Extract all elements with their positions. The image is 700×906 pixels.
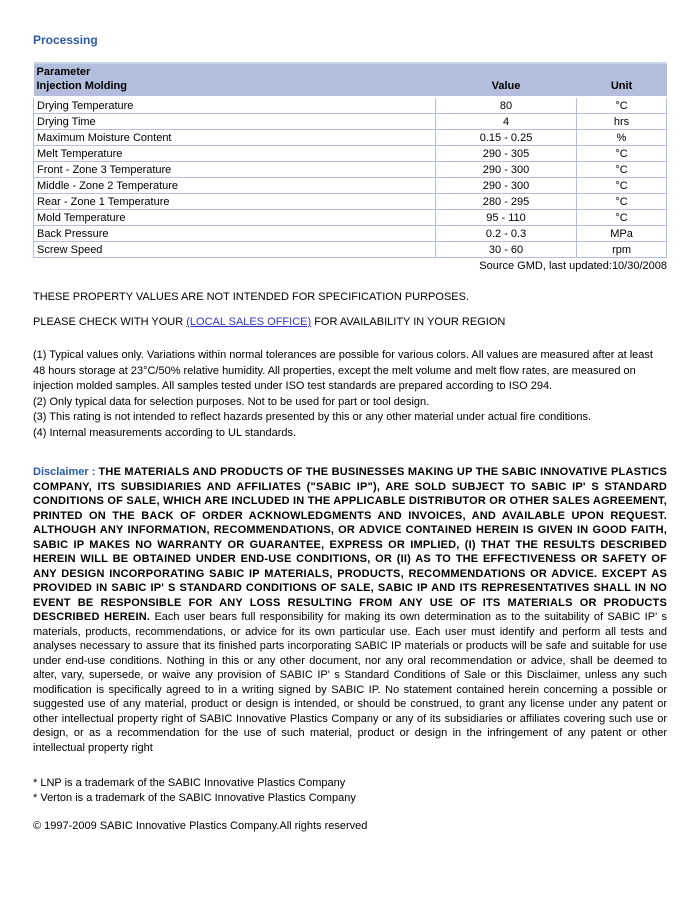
disclaimer-label: Disclaimer : — [33, 466, 96, 478]
trademark-lnp: * LNP is a trademark of the SABIC Innovative Plastics Company — [33, 777, 346, 789]
table-header — [34, 63, 667, 97]
unit-cell: MPa — [577, 226, 667, 242]
value-cell: 0.15 - 0.25 — [435, 130, 576, 146]
column-header-value: Value — [435, 78, 576, 97]
value-cell: 290 - 305 — [435, 146, 576, 162]
disclaimer-bold-text: THE MATERIALS AND PRODUCTS OF THE BUSINESSES MAKING UP THE SABIC INNOVATIVE PLASTICS COMPANY, ITS SUBSIDIARIES AND AFFILIATES ("SABIC IP"), ARE SOLD SUBJECT TO SABIC IP' S STANDARD CONDITIONS OF SALE, WHICH ARE INCLUDED IN THE APPLICABLE DISTRIBUTOR OR OTHER SALES AGREEMENT, PRINTED ON THE BACK OF ORDER ACKNOWLEDGMENTS AND INVOICES, AND AVAILABLE UPON REQUEST. ALTHOUGH ANY INFORMATION, RECOMMENDATIONS, OR ADVICE CONTAINED HEREIN IS GIVEN IN GOOD FAITH, SABIC IP MAKES NO WARRANTY OR GUARANTEE, EXPRESS OR IMPLIED, (I) THAT THE RESULTS DESCRIBED HEREIN WILL BE OBTAINED UNDER END-USE CONDITIONS, OR (II) AS TO THE EFFECTIVENESS OR SAFETY OF ANY DESIGN INCORPORATING SABIC IP MATERIALS, PRODUCTS, RECOMMENDATIONS OR ADVICE. EXCEPT AS PROVIDED IN SABIC IP' S STANDARD CONDITIONS OF SALE, SABIC IP AND ITS REPRESENTATIVES SHALL IN NO EVENT BE RESPONSIBLE FOR ANY LOSS RESULTING FROM ANY USE OF ITS MATERIALS OR PRODUCTS DESCRIBED HEREIN. — [33, 466, 667, 623]
page-title: Processing — [33, 33, 98, 47]
parameter-cell: Rear - Zone 1 Temperature — [34, 194, 436, 210]
table-row — [34, 178, 667, 194]
table-row — [34, 226, 667, 242]
column-header-unit: Unit — [577, 78, 667, 97]
copyright-notice: © 1997-2009 SABIC Innovative Plastics Company.All rights reserved — [33, 820, 368, 832]
unit-cell: °C — [577, 178, 667, 194]
parameter-cell: Front - Zone 3 Temperature — [34, 162, 436, 178]
processing-parameters-table — [33, 62, 667, 258]
local-sales-office-link[interactable]: (LOCAL SALES OFFICE) — [186, 316, 312, 328]
table-header-group-row — [34, 63, 667, 78]
unit-cell: hrs — [577, 114, 667, 130]
footnote-3: (3) This rating is not intended to reflect hazards presented by this or any other material under actual fire conditions. — [33, 411, 592, 423]
value-cell: 80 — [435, 97, 576, 114]
availability-prefix: PLEASE CHECK WITH YOUR — [33, 316, 184, 328]
unit-cell: °C — [577, 162, 667, 178]
value-cell: 30 - 60 — [435, 242, 576, 258]
value-cell: 4 — [435, 114, 576, 130]
disclaimer-body-text: Each user bears full responsibility for making its own determination as to the suitability of SABIC IP' s materials, products, recommendations, or advice for its own particular use. Each user must identify and perform all tests and analyses necessary to assure that its finished parts incorporating SABIC IP materials or products will be safe and suitable for use under end-use conditions. Nothing in this or any other document, nor any oral recommendation or advice, shall be deemed to alter, vary, supersede, or waive any provision of SABIC IP' s Standard Conditions of Sale or this Disclaimer, unless any such modification is specifically agreed to in a writing signed by SABIC IP. No statement contained herein concerning a possible or suggested use of any material, product or design is intended, or should be construed, to grant any license under any patent or other intellectual property right of SABIC Innovative Plastics Company or any of its subsidiaries or affiliates covering such use or design, or as a recommendation for the use of such material, product or design in the infringement of any patent or other intellectual property right — [33, 611, 667, 754]
value-cell: 290 - 300 — [435, 178, 576, 194]
parameter-cell: Middle - Zone 2 Temperature — [34, 178, 436, 194]
parameter-cell: Drying Time — [34, 114, 436, 130]
source-note: Source GMD, last updated:10/30/2008 — [479, 260, 667, 272]
table-row — [34, 242, 667, 258]
table-row — [34, 162, 667, 178]
footnote-2: (2) Only typical data for selection purposes. Not to be used for part or tool design. — [33, 395, 430, 408]
footnote-1: (1) Typical values only. Variations within normal tolerances are possible for various colors. All values are measured after at least 48 hours storage at 23°C/50% relative humidity. All properties, except the melt volume and melt flow rates, are measured on injection molded samples. All samples tested under ISO test standards are prepared according to ISO 294. — [33, 349, 653, 392]
table-row — [34, 146, 667, 162]
disclaimer-paragraph — [33, 465, 667, 755]
table-body — [34, 97, 667, 258]
table-row — [34, 194, 667, 210]
unit-cell: rpm — [577, 242, 667, 258]
footnote-4: (4) Internal measurements according to UL standards. — [33, 426, 297, 439]
parameter-cell: Melt Temperature — [34, 146, 436, 162]
unit-cell: % — [577, 130, 667, 146]
unit-cell: °C — [577, 97, 667, 114]
unit-cell: °C — [577, 194, 667, 210]
parameter-cell: Screw Speed — [34, 242, 436, 258]
table-row — [34, 97, 667, 114]
table-header-row — [34, 78, 667, 97]
table-row — [34, 130, 667, 146]
parameter-cell: Mold Temperature — [34, 210, 436, 226]
parameter-cell: Drying Temperature — [34, 97, 436, 114]
unit-cell: °C — [577, 210, 667, 226]
value-cell: 290 - 300 — [435, 162, 576, 178]
value-cell: 280 - 295 — [435, 194, 576, 210]
table-row — [34, 114, 667, 130]
footnotes-block — [33, 348, 667, 441]
availability-suffix: FOR AVAILABILITY IN YOUR REGION — [314, 316, 506, 328]
parameter-cell: Maximum Moisture Content — [34, 130, 436, 146]
value-cell: 0.2 - 0.3 — [435, 226, 576, 242]
availability-statement — [33, 316, 667, 328]
unit-cell: °C — [577, 146, 667, 162]
table-row — [34, 210, 667, 226]
spec-purpose-statement: THESE PROPERTY VALUES ARE NOT INTENDED FOR SPECIFICATION PURPOSES. — [33, 291, 470, 303]
column-header-injection-molding: Injection Molding — [34, 78, 436, 97]
table-header-parameter: Parameter — [34, 63, 667, 78]
trademark-verton: * Verton is a trademark of the SABIC Innovative Plastics Company — [33, 792, 356, 804]
parameter-cell: Back Pressure — [34, 226, 436, 242]
value-cell: 95 - 110 — [435, 210, 576, 226]
